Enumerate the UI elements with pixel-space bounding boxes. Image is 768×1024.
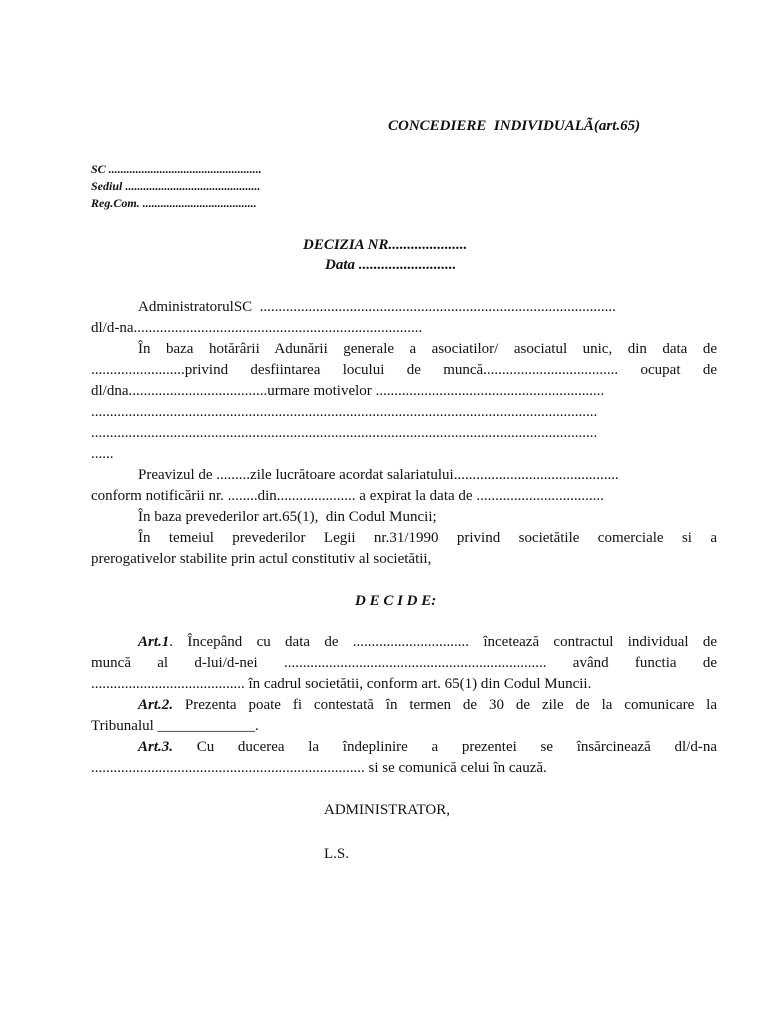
body-line-art65: În baza prevederilor art.65(1), din Codul Muncii;: [138, 509, 437, 525]
body-line-employee: dl/d-na.............................................................................: [91, 320, 423, 336]
company-regcom-line: Reg.Com. ......................................: [91, 196, 257, 210]
body-line-dots-2: .......................................................................................................................................: [91, 425, 598, 441]
body-line-administrator: AdministratorulSC ...............................................................................................: [138, 299, 616, 315]
decision-number: DECIZIA NR.....................: [303, 237, 468, 253]
article-3-line-1: [138, 738, 717, 756]
article-3-text: Cu ducerea la îndeplinire a prezentei se însărcinează dl/d-na: [173, 739, 717, 755]
body-line-motive: dl/dna.....................................urmare motivelor .............................................................: [91, 383, 605, 399]
article-2-line-1: [138, 696, 717, 714]
body-line-preaviz: Preavizul de .........zile lucrătoare acordat salariatului............................................: [138, 467, 619, 483]
body-line-notificare: conform notificării nr. ........din..................... a expirat la data de ..................................: [91, 488, 604, 504]
article-2-text: Prezenta poate fi contestată în termen de 30 de zile de la comunicare la: [173, 697, 717, 713]
company-sediul-line: Sediul .............................................: [91, 179, 261, 193]
document-title: CONCEDIERE INDIVIDUALÃ(art.65): [388, 118, 641, 134]
body-line-prerogative: prerogativelor stabilite prin actul constitutiv al societătii,: [91, 551, 432, 567]
body-line-desfiintare: .........................privind desfiintarea locului de muncă.................................... ocupat de: [91, 362, 717, 378]
body-line-legea: În temeiul prevederilor Legii nr.31/1990 privind societătile comerciale si a: [138, 530, 717, 546]
decide-heading: D E C I D E:: [355, 593, 437, 609]
article-1-text: . Începând cu data de ............................... încetează contractul individual de: [169, 634, 717, 650]
article-2-line-2: Tribunalul _____________.: [91, 718, 259, 734]
article-1-line-1: [138, 633, 717, 651]
article-1-label: Art.1: [138, 634, 170, 650]
body-line-dots-1: .......................................................................................................................................: [91, 404, 598, 420]
signature-ls: L.S.: [324, 846, 350, 862]
company-sc-line: SC ...................................................: [91, 162, 262, 176]
decision-date: Data ..........................: [325, 257, 457, 273]
article-1-line-2: muncă al d-lui/d-nei ...................................................................... având functia de: [91, 655, 717, 671]
body-line-dots-3: ......: [91, 446, 114, 462]
article-2-label: Art.2.: [138, 697, 174, 713]
article-3-line-2: ......................................................................... si se comunică celui în cauză.: [91, 760, 547, 776]
body-line-hotarare: În baza hotărârii Adunării generale a asociatilor/ asociatul unic, din data de: [138, 341, 717, 357]
article-3-label: Art.3.: [138, 739, 174, 755]
article-1-line-3: ......................................... în cadrul societătii, conform art. 65(1) din Codul Muncii.: [91, 676, 592, 692]
signature-administrator: ADMINISTRATOR,: [324, 802, 450, 818]
